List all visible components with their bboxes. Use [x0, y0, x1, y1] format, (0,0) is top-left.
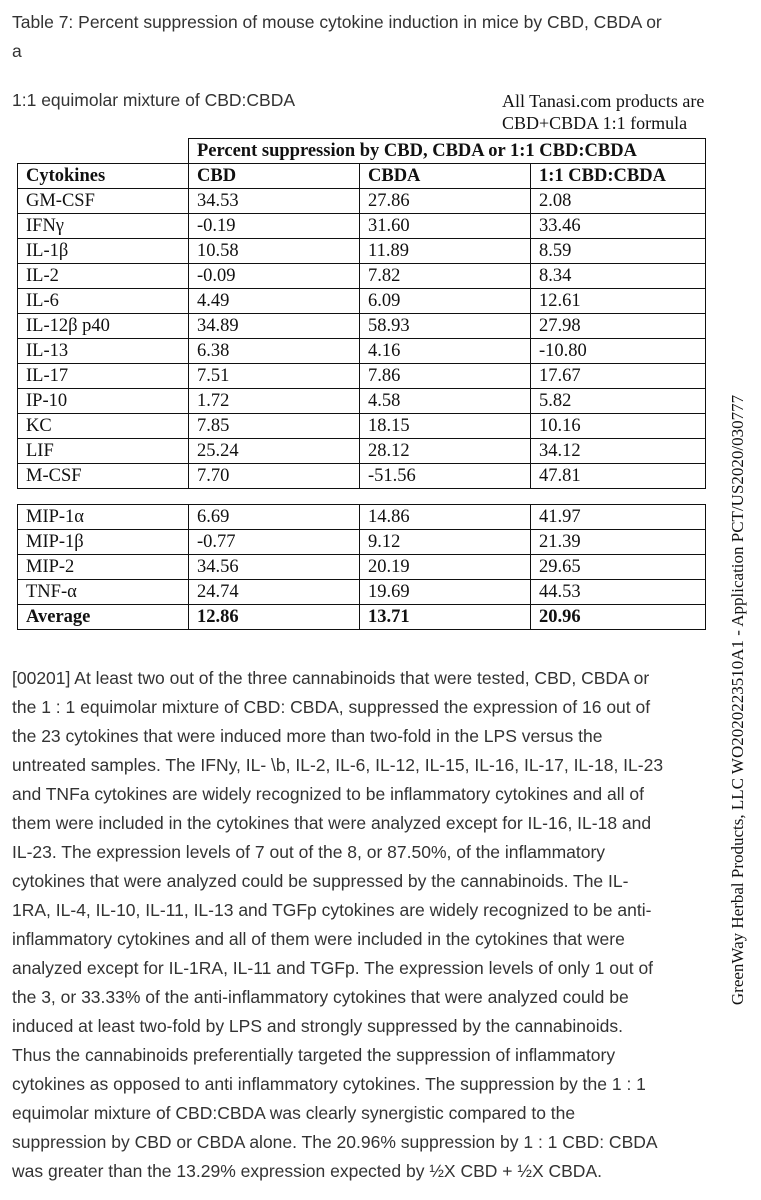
table-row	[18, 580, 706, 605]
paragraph-line: them were included in the cytokines that were analyzed except for IL-16, IL-18 and	[12, 813, 652, 833]
column-header-mixture: 1:1 CBD:CBDA	[531, 164, 706, 189]
cytokine-name-cell: IL-12β p40	[18, 314, 189, 339]
cytokine-name-cell: IL-2	[18, 264, 189, 289]
table-row	[18, 214, 706, 239]
cbda-value-cell: 31.60	[360, 214, 531, 239]
paragraph-line: 1RA, IL-4, IL-10, IL-11, IL-13 and TGFp cytokines are widely recognized to be anti-	[12, 900, 652, 920]
cytokine-name-cell: TNF-α	[18, 580, 189, 605]
table-caption	[12, 8, 722, 66]
paragraph-line: the 23 cytokines that were induced more than two-fold in the LPS versus the	[12, 726, 603, 746]
cbda-value-cell: 28.12	[360, 439, 531, 464]
mixture-value-cell: 41.97	[531, 505, 706, 530]
average-cbda: 13.71	[360, 605, 531, 630]
cytokine-name-cell: IL-13	[18, 339, 189, 364]
cbd-value-cell: 10.58	[189, 239, 360, 264]
cbda-value-cell: 11.89	[360, 239, 531, 264]
column-header-cbd: CBD	[189, 164, 360, 189]
paragraph-line: induced at least two-fold by LPS and strongly suppressed by the cannabinoids.	[12, 1016, 623, 1036]
cbd-value-cell: -0.77	[189, 530, 360, 555]
paragraph-line: the 1 : 1 equimolar mixture of CBD: CBDA, suppressed the expression of 16 out of	[12, 697, 651, 717]
table-row	[18, 505, 706, 530]
caption-line-3: 1:1 equimolar mixture of CBD:CBDA	[12, 90, 296, 110]
table-group-header-row	[18, 139, 706, 164]
cbda-value-cell: 6.09	[360, 289, 531, 314]
cbda-value-cell: 9.12	[360, 530, 531, 555]
cbda-value-cell: 14.86	[360, 505, 531, 530]
mixture-value-cell: 5.82	[531, 389, 706, 414]
mixture-value-cell: 29.65	[531, 555, 706, 580]
mixture-value-cell: 34.12	[531, 439, 706, 464]
column-header-cytokines: Cytokines	[18, 164, 189, 189]
cytokine-name-cell: M-CSF	[18, 464, 189, 489]
product-note-line-2: CBD+CBDA 1:1 formula	[502, 113, 688, 133]
cbd-value-cell: 6.38	[189, 339, 360, 364]
cbda-value-cell: 18.15	[360, 414, 531, 439]
paragraph-line: suppression by CBD or CBDA alone. The 20.96% suppression by 1 : 1 CBD: CBDA	[12, 1132, 658, 1152]
table-row	[18, 364, 706, 389]
cytokine-table-continued	[17, 504, 706, 630]
mixture-value-cell: 8.59	[531, 239, 706, 264]
cytokine-table	[17, 138, 706, 489]
body-paragraph	[12, 664, 712, 1186]
cbd-value-cell: -0.19	[189, 214, 360, 239]
caption-line-1: Table 7: Percent suppression of mouse cytokine induction in mice by CBD, CBDA or	[12, 12, 662, 32]
mixture-value-cell: 21.39	[531, 530, 706, 555]
cbd-value-cell: 24.74	[189, 580, 360, 605]
table-row	[18, 239, 706, 264]
cbd-value-cell: 7.70	[189, 464, 360, 489]
cytokine-name-cell: IFNγ	[18, 214, 189, 239]
average-cbd: 12.86	[189, 605, 360, 630]
table-body-bottom	[18, 505, 706, 605]
cbd-value-cell: 34.89	[189, 314, 360, 339]
table-row	[18, 439, 706, 464]
cbda-value-cell: -51.56	[360, 464, 531, 489]
cbd-value-cell: 6.69	[189, 505, 360, 530]
table-header-row	[18, 164, 706, 189]
table-body-top	[18, 189, 706, 489]
mixture-value-cell: -10.80	[531, 339, 706, 364]
paragraph-line: analyzed except for IL-1RA, IL-11 and TGFp. The expression levels of only 1 out of	[12, 958, 654, 978]
cytokine-name-cell: MIP-1α	[18, 505, 189, 530]
cytokine-name-cell: GM-CSF	[18, 189, 189, 214]
table-row	[18, 414, 706, 439]
mixture-value-cell: 8.34	[531, 264, 706, 289]
paragraph-line: [00201] At least two out of the three cannabinoids that were tested, CBD, CBDA or	[12, 668, 650, 688]
average-mixture: 20.96	[531, 605, 706, 630]
mixture-value-cell: 12.61	[531, 289, 706, 314]
cbda-value-cell: 7.82	[360, 264, 531, 289]
cytokine-name-cell: IL-1β	[18, 239, 189, 264]
mixture-value-cell: 33.46	[531, 214, 706, 239]
cytokine-name-cell: IP-10	[18, 389, 189, 414]
table-row	[18, 464, 706, 489]
mixture-value-cell: 17.67	[531, 364, 706, 389]
paragraph-line: and TNFa cytokines are widely recognized to be inflammatory cytokines and all of	[12, 784, 644, 804]
cytokine-name-cell: LIF	[18, 439, 189, 464]
table-row	[18, 264, 706, 289]
cbda-value-cell: 20.19	[360, 555, 531, 580]
table-row	[18, 389, 706, 414]
cbda-value-cell: 58.93	[360, 314, 531, 339]
paragraph-line: untreated samples. The IFNy, IL- \b, IL-2, IL-6, IL-12, IL-15, IL-16, IL-17, IL-18, IL-23	[12, 755, 664, 775]
mixture-value-cell: 44.53	[531, 580, 706, 605]
mixture-value-cell: 10.16	[531, 414, 706, 439]
paragraph-line: inflammatory cytokines and all of them were included in the cytokines that were	[12, 929, 625, 949]
cbda-value-cell: 7.86	[360, 364, 531, 389]
table-group-header: Percent suppression by CBD, CBDA or 1:1 CBD:CBDA	[189, 139, 706, 164]
product-note	[502, 90, 742, 134]
mixture-value-cell: 47.81	[531, 464, 706, 489]
cbd-value-cell: 4.49	[189, 289, 360, 314]
cytokine-name-cell: KC	[18, 414, 189, 439]
cbda-value-cell: 4.16	[360, 339, 531, 364]
table-corner-cell	[18, 139, 189, 164]
cbda-value-cell: 27.86	[360, 189, 531, 214]
cbd-value-cell: 34.56	[189, 555, 360, 580]
cbda-value-cell: 19.69	[360, 580, 531, 605]
cbd-value-cell: 34.53	[189, 189, 360, 214]
cytokine-name-cell: MIP-2	[18, 555, 189, 580]
cbd-value-cell: -0.09	[189, 264, 360, 289]
cbd-value-cell: 25.24	[189, 439, 360, 464]
caption-line-2: a	[12, 41, 22, 61]
paragraph-line: the 3, or 33.33% of the anti-inflammatory cytokines that were analyzed could be	[12, 987, 629, 1007]
cbd-value-cell: 7.85	[189, 414, 360, 439]
paragraph-line: IL-23. The expression levels of 7 out of the 8, or 87.50%, of the inflammatory	[12, 842, 606, 862]
table-row	[18, 555, 706, 580]
table-row	[18, 289, 706, 314]
cytokine-name-cell: MIP-1β	[18, 530, 189, 555]
side-patent-reference: GreenWay Herbal Products, LLC WO2020223510A1 - Application PCT/US2020/030777	[728, 394, 747, 1006]
mixture-value-cell: 2.08	[531, 189, 706, 214]
column-header-cbda: CBDA	[360, 164, 531, 189]
table-row	[18, 339, 706, 364]
paragraph-line: cytokines as opposed to anti inflammatory cytokines. The suppression by the 1 : 1	[12, 1074, 646, 1094]
cbd-value-cell: 7.51	[189, 364, 360, 389]
paragraph-line: equimolar mixture of CBD:CBDA was clearly synergistic compared to the	[12, 1103, 576, 1123]
table-row	[18, 530, 706, 555]
paragraph-line: was greater than the 13.29% expression expected by ½X CBD + ½X CBDA.	[12, 1161, 602, 1181]
cytokine-name-cell: IL-6	[18, 289, 189, 314]
cbda-value-cell: 4.58	[360, 389, 531, 414]
paragraph-line: cytokines that were analyzed could be suppressed by the cannabinoids. The IL-	[12, 871, 629, 891]
average-label: Average	[18, 605, 189, 630]
product-note-line-1: All Tanasi.com products are	[502, 91, 705, 111]
table-row	[18, 314, 706, 339]
paragraph-line: Thus the cannabinoids preferentially targeted the suppression of inflammatory	[12, 1045, 616, 1065]
table-average-row	[18, 605, 706, 630]
table-row	[18, 189, 706, 214]
mixture-value-cell: 27.98	[531, 314, 706, 339]
cytokine-name-cell: IL-17	[18, 364, 189, 389]
cbd-value-cell: 1.72	[189, 389, 360, 414]
